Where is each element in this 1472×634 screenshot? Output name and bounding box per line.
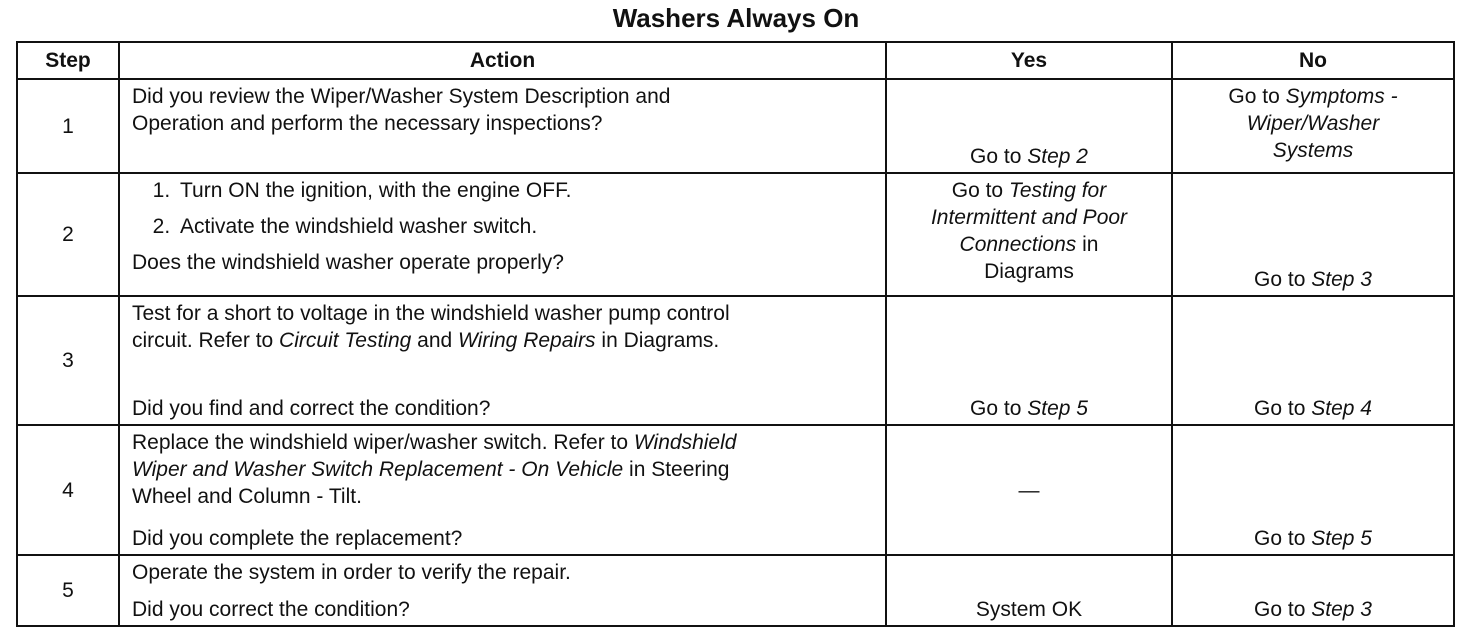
symptoms-link[interactable]: Systems [1272,139,1354,162]
no-cell [1172,79,1454,173]
header-no: No [1172,42,1454,79]
action-question: Did you complete the replacement? [132,527,463,550]
action-question: Did you correct the condition? [132,598,410,621]
no-text: Go to Step 3 [1254,598,1372,621]
header-row [17,42,1454,79]
action-cell [119,296,886,425]
step-number: 4 [17,425,119,555]
symptoms-link[interactable]: Symptoms - [1285,85,1398,108]
yes-text: Go to Step 2 [970,145,1088,168]
step-link[interactable]: Step 3 [1311,268,1372,291]
no-text: Go to Step 4 [1254,397,1372,420]
action-cell [119,79,886,173]
step-number: 3 [17,296,119,425]
step-number: 2 [17,173,119,296]
symptoms-link[interactable]: Wiper/Washer [1246,112,1380,135]
yes-cell [886,555,1172,626]
no-text: Go to Symptoms - [1228,85,1398,108]
wiring-repairs-link[interactable]: Wiring Repairs [458,329,596,352]
yes-text: System OK [975,598,1083,621]
list-item: 2. Activate the windshield washer switch. [176,213,873,240]
table-row [17,555,1454,626]
table-row [17,79,1454,173]
action-text: Test for a short to voltage in the windshield washer pump control [132,302,730,325]
testing-link[interactable]: Testing for [1008,179,1107,202]
no-text: Go to Step 5 [1254,527,1372,550]
step-link[interactable]: Step 4 [1311,397,1372,420]
action-text: Replace the windshield wiper/washer switch. Refer to Windshield [132,431,737,454]
no-cell [1172,296,1454,425]
step-number: 5 [17,555,119,626]
replacement-link[interactable]: Windshield [633,431,737,454]
header-action: Action [119,42,886,79]
table-row [17,296,1454,425]
no-cell [1172,425,1454,555]
page-title: Washers Always On [612,3,860,33]
action-text: Wiper and Washer Switch Replacement - On Vehicle in Steering [132,458,730,481]
header-step: Step [17,42,119,79]
diagnostic-table [16,41,1455,627]
circuit-testing-link[interactable]: Circuit Testing [279,329,412,352]
header-yes: Yes [886,42,1172,79]
step-number: 1 [17,79,119,173]
action-text: Operation and perform the necessary inspections? [132,112,603,135]
action-text: Wheel and Column - Tilt. [132,485,362,508]
action-question: Did you find and correct the condition? [132,397,491,420]
step-link[interactable]: Step 5 [1311,527,1372,550]
empty-dash: — [1018,478,1040,502]
action-text: Operate the system in order to verify the repair. [132,561,571,584]
replacement-link[interactable]: Wiper and Washer Switch Replacement - On Vehicle [132,458,624,481]
testing-link[interactable]: Connections [959,233,1077,256]
action-text: Did you review the Wiper/Washer System Description and [132,85,671,108]
action-cell [119,173,886,296]
no-text: Go to Step 3 [1254,268,1372,291]
testing-link[interactable]: Intermittent and Poor [930,206,1128,229]
table-row [17,173,1454,296]
action-question: Does the windshield washer operate properly? [132,251,564,274]
list-item: 1. Turn ON the ignition, with the engine OFF. [176,177,873,204]
yes-cell [886,79,1172,173]
step-link[interactable]: Step 2 [1027,145,1088,168]
yes-cell: Go to Testing for Intermittent and Poor Connections in Diagrams [886,173,1172,296]
yes-text: Go to Step 5 [970,397,1088,420]
action-steps-list [132,177,873,249]
action-cell [119,555,886,626]
action-cell [119,425,886,555]
yes-cell [886,425,1172,555]
no-cell [1172,173,1454,296]
table-row [17,425,1454,555]
step-link[interactable]: Step 5 [1027,397,1088,420]
yes-cell [886,296,1172,425]
action-text: circuit. Refer to Circuit Testing and Wiring Repairs in Diagrams. [132,329,720,352]
no-cell [1172,555,1454,626]
step-link[interactable]: Step 3 [1311,598,1372,621]
